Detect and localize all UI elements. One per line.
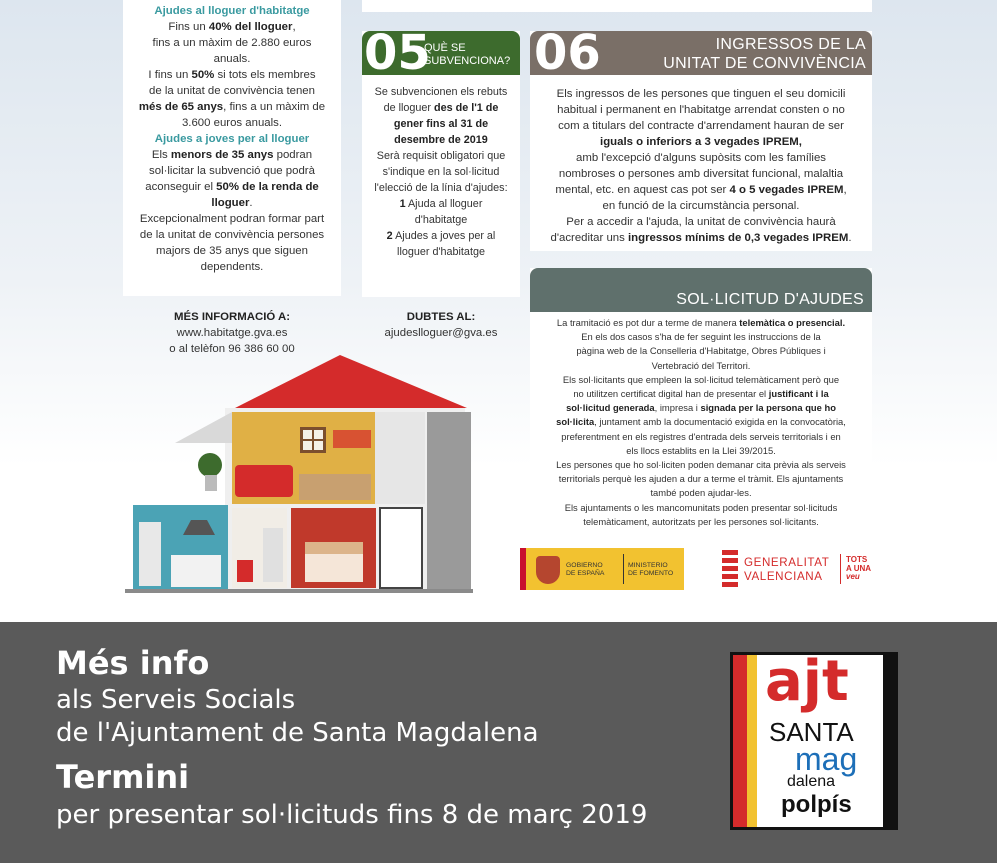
section-05-line: d'habitatge — [414, 214, 468, 226]
solicitud-line: Vertebració del Territori. — [651, 359, 751, 371]
section-05-line: lloguer d'habitatge — [397, 246, 485, 258]
more-info-heading: Més info — [56, 644, 210, 682]
rent-aid-line: més de 65 anys, fins a un màxim de — [138, 101, 326, 113]
shelf — [333, 430, 371, 448]
generalitat-shield-icon — [722, 550, 738, 588]
solicitud-line: sol·licita, juntament amb la documentació exigida en la convocatòria, — [556, 416, 846, 428]
young-aid-line: Excepcionalment podran formar part — [139, 213, 325, 225]
section-06-line: iguals o inferiors a 3 vegades IPREM, — [600, 136, 802, 148]
gobierno-label: GOBIERNO DE ESPAÑA — [566, 562, 605, 577]
section-05-line: desembre de 2019 — [394, 134, 488, 146]
roof — [235, 355, 467, 408]
section-06-line: Per a accedir a l'ajuda, la unitat de convivència haurà — [566, 216, 836, 228]
solicitud-line: telemàticament, autoritzats per les persones sol·licitants. — [583, 515, 819, 527]
section-05-line: s'indique en la sol·licitud — [382, 166, 500, 178]
section-06-title-1: INGRESSOS DE LA — [715, 36, 866, 53]
deadline-heading: Termini — [56, 758, 190, 796]
section-06-number: 06 — [534, 25, 601, 81]
house-illustration — [125, 350, 525, 595]
solicitud-header — [530, 268, 872, 312]
rent-aid-heading: Ajudes al lloguer d'habitatge — [154, 5, 310, 17]
young-aid-line: majors de 35 anys que siguen — [156, 245, 308, 257]
young-aid-line: Els menors de 35 anys podran — [151, 149, 313, 161]
section-05-line: Serà requisit obligatori que — [376, 150, 506, 162]
logo-red-stripe — [733, 655, 747, 827]
young-aid-line: sol·licitar la subvenció que podrà — [149, 165, 315, 177]
young-aid-line: dependents. — [200, 261, 264, 273]
ajuntament-logo — [730, 652, 898, 830]
solicitud-line: també poden ajudar-les. — [650, 487, 752, 499]
solicitud-body — [530, 316, 872, 529]
section-06-line: en funció de la circumstància personal. — [602, 200, 800, 212]
solicitud-line: En els dos casos s'ha de fer seguint les instruccions de la — [581, 331, 821, 343]
chimney-column — [427, 412, 471, 590]
town-hall-line: de l'Ajuntament de Santa Magdalena — [56, 718, 539, 748]
logo-divider — [840, 554, 841, 584]
generalitat-label: GENERALITAT VALENCIANA — [744, 556, 830, 583]
logo-divider — [623, 554, 624, 584]
solicitud-line: pàgina web de la Conselleria d'Habitatge, Obres Públiques i — [576, 345, 826, 357]
sofa — [235, 465, 293, 497]
solicitud-line: sol·licitud generada, impresa i signada per la persona que ho — [566, 402, 836, 414]
deadline-line: per presentar sol·licituds fins 8 de març 2019 — [56, 800, 648, 830]
doubts-block — [362, 309, 520, 341]
spain-flag-strip — [520, 548, 526, 590]
section-05-header — [362, 25, 520, 81]
solicitud-line: no utilitzen certificat digital han de presentar el justificant i la — [573, 388, 829, 400]
logo-ajt: ajt — [765, 652, 849, 714]
solicitud-line: Els sol·licitants que empleen la sol·licitud telemàticament però que — [562, 373, 840, 385]
rent-aid-line: Fins un 40% del lloguer, — [168, 21, 296, 33]
logo-black-stripe — [883, 655, 895, 827]
section-05-title-2: SUBVENCIONA? — [424, 55, 511, 67]
section-06-line: amb l'excepció d'alguns supòsits com les famílies — [576, 152, 826, 164]
section-05-line: de lloguer des de l'1 de — [383, 102, 499, 114]
section-06-line: d'acreditar uns ingressos mínims de 0,3 vegades IPREM. — [550, 232, 852, 244]
section-05-line: gener fins al 31 de — [393, 118, 489, 130]
side-room — [375, 412, 425, 504]
ministerio-label: MINISTERIO DE FOMENTO — [628, 562, 674, 577]
section-06-header — [530, 25, 872, 81]
rent-aid-line: 3.600 euros anuals. — [181, 117, 283, 129]
plant — [198, 453, 222, 477]
section-05-line: l'elecció de la línia d'ajudes: — [374, 182, 508, 194]
section-05-line: 1 Ajuda al lloguer — [399, 198, 483, 210]
young-aid-heading: Ajudes a joves per al lloguer — [154, 133, 310, 145]
section-06-line: mental, etc. en aquest cas pot ser 4 o 5 vegades IPREM, — [555, 184, 847, 196]
rent-aid-line: I fins un 50% si tots els membres — [148, 69, 316, 81]
section-06-line: Els ingressos de les persones que tinguen el seu domicili — [556, 88, 846, 100]
solicitud-line: territorials perquè les ajuden a dur a terme el tràmit. Els ajuntaments — [558, 473, 844, 485]
section-05-line: Se subvencionen els rebuts — [374, 86, 508, 98]
young-aid-line: lloguer. — [211, 197, 253, 209]
rent-aid-line: de la unitat de convivència tenen — [149, 85, 315, 97]
hallway — [380, 508, 422, 588]
young-aid-line: aconseguir el 50% de la renda de — [145, 181, 319, 193]
logo-dalena: dalena — [787, 773, 836, 790]
rent-aid-line: fins a un màxim de 2.880 euros — [152, 37, 312, 49]
solicitud-line: els llocs establits en la Llei 39/2015. — [626, 444, 776, 456]
more-info-phone: o al telèfon 96 386 60 00 — [169, 343, 295, 355]
social-services-line: als Serveis Socials — [56, 685, 296, 715]
generalitat-logo — [722, 548, 878, 590]
logo-yellow-stripe — [747, 655, 757, 827]
section-05-title-1: QUÈ SE — [424, 42, 466, 54]
tots-label: TOTS A UNA veu — [846, 555, 872, 581]
rent-aid-line: anuals. — [213, 53, 251, 65]
solicitud-line: Les persones que ho sol·liciten poden demanar cita prèvia als serveis — [556, 459, 846, 471]
section-06-line: nombroses o persones amb diversitat funcional, malaltia — [558, 168, 844, 180]
section-05-body — [362, 84, 520, 260]
solicitud-title: SOL·LICITUD D'AJUDES — [676, 291, 864, 308]
doubts-title: DUBTES AL: — [406, 311, 476, 323]
section-06-line: habitual i permanent en l'habitatge arrendat consten o no — [557, 104, 845, 116]
section-06-line: com a titulars del contracte d'arrendament hauran de ser — [558, 120, 844, 132]
house-floor — [125, 589, 473, 593]
section-05-number: 05 — [364, 25, 431, 81]
section-06-title-2: UNITAT DE CONVIVÈNCIA — [663, 55, 866, 72]
rent-aid-text — [123, 3, 341, 275]
more-info-title: MÉS INFORMACIÓ A: — [173, 311, 290, 323]
section-05-line: 2 Ajudes a joves per al — [386, 230, 496, 242]
doubts-email: ajudeslloguer@gva.es — [384, 327, 498, 339]
section-06-body — [530, 86, 872, 246]
logo-santa: SANTA — [769, 717, 854, 747]
young-aid-line: de la unitat de convivència persones — [139, 229, 325, 241]
solicitud-line: La tramitació es pot dur a terme de manera telemàtica o presencial. — [556, 317, 846, 328]
top-card-strip — [362, 0, 872, 12]
logo-polpis: polpís — [781, 791, 852, 818]
solicitud-line: preferentment en els registres d'entrada dels serveis territorials i en — [561, 430, 841, 442]
solicitud-line: Els ajuntaments o les mancomunitats poden presentar sol·licituds — [564, 501, 838, 513]
coat-of-arms-icon — [536, 556, 560, 584]
gobierno-logo — [520, 548, 684, 590]
logo-mag: mag — [795, 741, 858, 777]
more-info-web: www.habitatge.gva.es — [176, 327, 288, 339]
awning — [175, 412, 232, 443]
